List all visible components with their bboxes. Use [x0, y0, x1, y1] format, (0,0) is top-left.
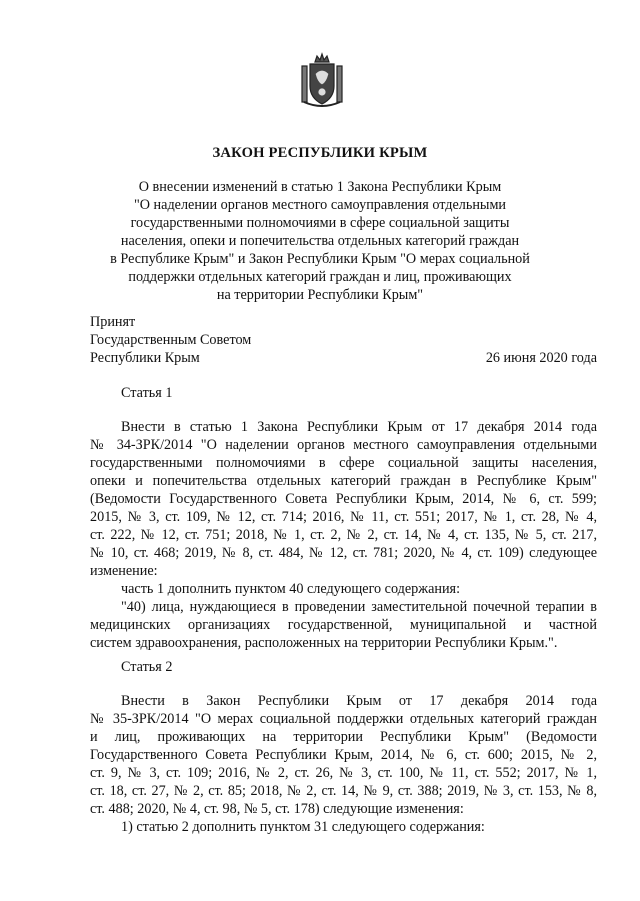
- text-line: (Ведомости Государственного Совета Республики Крым, 2014, № 6, ст. 599;: [90, 491, 597, 507]
- law-title: ЗАКОН РЕСПУБЛИКИ КРЫМ: [212, 145, 428, 161]
- text-line: ст. 9, № 3, ст. 109; 2016, № 2, ст. 26, № 3, ст. 100, № 11, ст. 552; 2017, № 1,: [90, 765, 597, 781]
- text-line: ст. 488; 2020, № 4, ст. 98, № 5, ст. 178) следующие изменения:: [90, 801, 464, 817]
- text-line: систем здравоохранения, расположенных на территории Республики Крым.".: [90, 635, 558, 651]
- text-line: № 34-ЗРК/2014 "О наделении органов местного самоуправления отдельными: [90, 437, 597, 453]
- text-line: и лиц, проживающих на территории Республики Крым" (Ведомости: [90, 729, 597, 745]
- article-2-title: Статья 2: [121, 659, 173, 675]
- adoption-block: [90, 313, 597, 367]
- coat-of-arms-emblem: [299, 52, 345, 108]
- text-line: Государственного Совета Республики Крым, 2014, № 6, ст. 600; 2015, № 2,: [90, 747, 597, 763]
- text-line: № 35-ЗРК/2014 "О мерах социальной поддержки отдельных категорий граждан: [90, 711, 597, 727]
- subtitle-line: О внесении изменений в статью 1 Закона Республики Крым: [138, 179, 502, 195]
- subtitle-line: на территории Республики Крым": [216, 287, 424, 303]
- text-line: Внести в Закон Республики Крым от 17 декабря 2014 года: [121, 693, 597, 709]
- article-1-title: Статья 1: [121, 385, 173, 401]
- article-1-body: [90, 418, 597, 652]
- subtitle-line: "О наделении органов местного самоуправления отдельными: [133, 197, 507, 213]
- text-line: Внести в статью 1 Закона Республики Крым от 17 декабря 2014 года: [121, 419, 597, 435]
- adoption-line-row: [90, 349, 597, 367]
- subtitle-line: государственными полномочиями в сфере социальной защиты: [130, 215, 510, 231]
- text-line: изменение:: [90, 563, 158, 579]
- adoption-date: 26 июня 2020 года: [485, 350, 597, 366]
- subtitle-line: поддержки отдельных категорий граждан и лиц, проживающих: [128, 269, 512, 285]
- law-subtitle: [0, 178, 640, 304]
- text-line: государственными полномочиями в сфере социальной защиты населения,: [90, 455, 597, 471]
- article-2-body: [90, 692, 597, 836]
- adoption-line: Республики Крым: [90, 350, 200, 366]
- adoption-line: Принят: [90, 314, 136, 330]
- subtitle-line: в Республике Крым" и Закон Республики Крым "О мерах социальной: [110, 251, 530, 267]
- text-line: "40) лица, нуждающиеся в проведении заместительной почечной терапии в: [121, 599, 597, 615]
- text-line: опеки и попечительства отдельных категорий граждан в Республике Крым": [90, 473, 597, 489]
- adoption-line: Государственным Советом: [90, 332, 252, 348]
- text-line: медицинских организациях государственной, муниципальной и частной: [90, 617, 597, 633]
- text-line: 1) статью 2 дополнить пунктом 31 следующего содержания:: [121, 819, 485, 835]
- text-line: ст. 222, № 12, ст. 751; 2018, № 1, ст. 2, № 2, ст. 14, № 4, ст. 135, № 5, ст. 217,: [90, 527, 597, 543]
- text-line: часть 1 дополнить пунктом 40 следующего содержания:: [121, 581, 461, 597]
- subtitle-line: населения, опеки и попечительства отдельных категорий граждан: [120, 233, 520, 249]
- text-line: 2015, № 3, ст. 109, № 12, ст. 714; 2016, № 11, ст. 551; 2017, № 1, ст. 28, № 4,: [90, 509, 597, 525]
- text-line: ст. 18, ст. 27, № 2, ст. 85; 2018, № 2, ст. 14, № 9, ст. 388; 2019, № 3, ст. 153, № 8,: [90, 783, 597, 799]
- text-line: № 10, ст. 468; 2019, № 8, ст. 484, № 12, ст. 781; 2020, № 4, ст. 109) следующее: [90, 545, 597, 561]
